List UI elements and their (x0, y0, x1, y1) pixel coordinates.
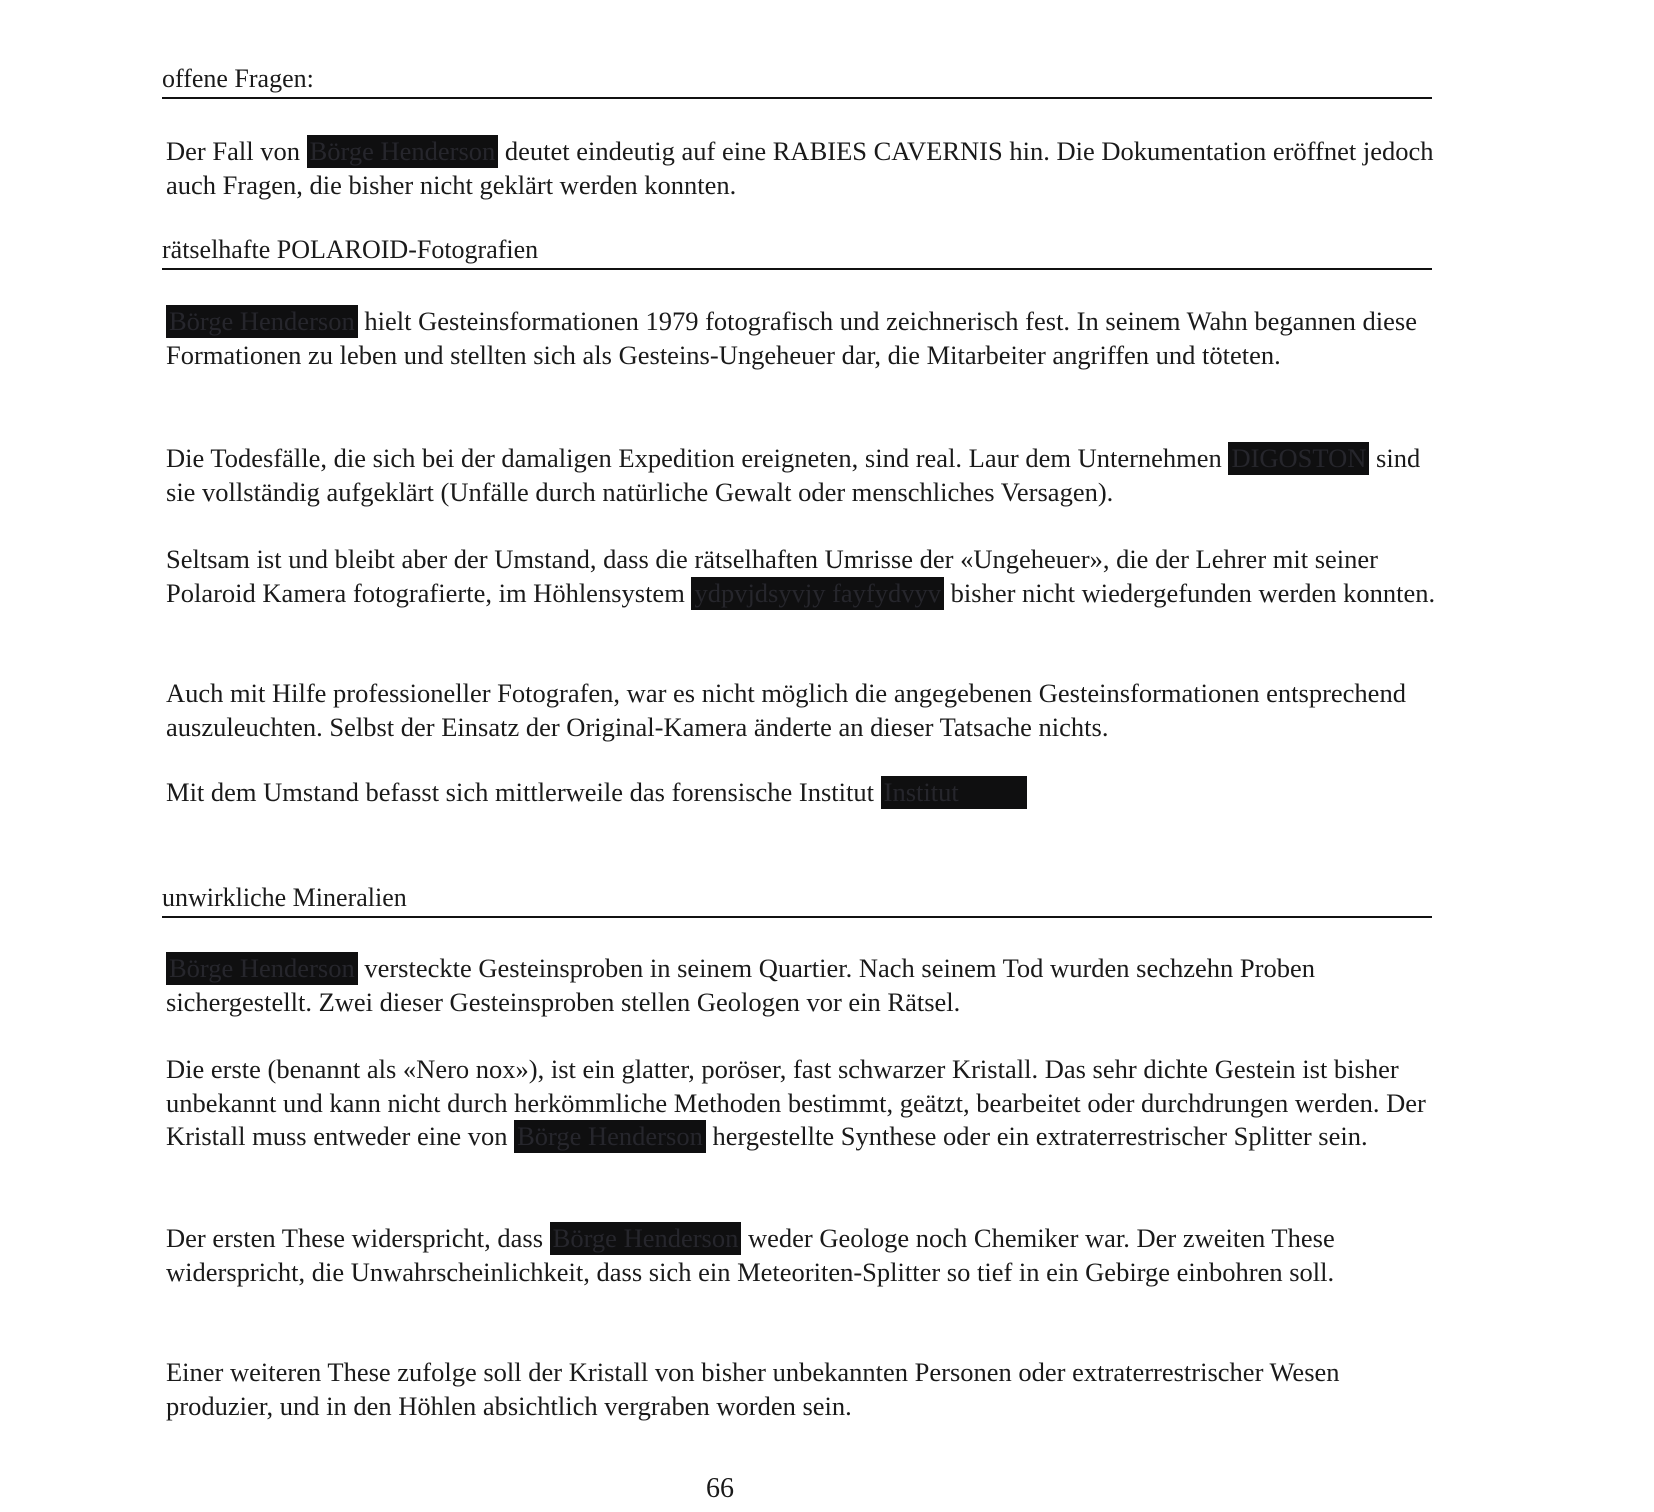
text-segment: sind sie vollständig aufgeklärt (Unfälle durch natürliche Gewalt oder menschliches Versagen). (166, 443, 1421, 507)
paragraph-minerals-2 (166, 1053, 1446, 1154)
paragraph-minerals-3 (166, 1222, 1446, 1289)
text-segment: Der Fall von (166, 136, 300, 166)
text-segment: weder Geologe noch Chemiker war. Der zweiten These widerspricht, die Unwahrscheinlichkeit, dass sich ein Meteoriten-Splitter so tief in ein Gebirge einbohren soll. (166, 1223, 1335, 1287)
paragraph-minerals-4: Einer weiteren These zufolge soll der Kristall von bisher unbekannten Personen oder extraterrestrischer Wesen produzier, und in den Höhlen absichtlich vergraben worden sein. (166, 1357, 1340, 1421)
text-segment: bisher nicht wiedergefunden werden konnten. (950, 577, 1436, 608)
text-segment: Die Todesfälle, die sich bei der damaligen Expedition ereigneten, sind real. Laur dem Unternehmen (166, 443, 1222, 473)
redaction-box: Institut (881, 776, 1027, 809)
page-number: 66 (706, 1473, 734, 1504)
paragraph-minerals-1 (166, 952, 1446, 1019)
heading-open-questions: offene Fragen: (162, 64, 1432, 99)
paragraph-polaroid-1 (166, 305, 1446, 372)
text-segment: Mit dem Umstand befasst sich mittlerweile das forensische Institut (166, 777, 874, 807)
text-segment: hielt Gesteinsformationen 1979 fotografisch und zeichnerisch fest. In seinem Wahn begannen diese Formationen zu leben und stellten sich als Gesteins-Ungeheuer dar, die Mitarbeiter angriffen und töteten. (166, 306, 1417, 370)
text-segment: versteckte Gesteinsproben in seinem Quartier. Nach seinem Tod wurden sechzehn Proben sichergestellt. Zwei dieser Gesteinsproben stellen Geologen vor ein Rätsel. (166, 953, 1315, 1017)
redaction-box: Börge Henderson (166, 952, 358, 985)
text-segment: hergestellte Synthese oder ein extraterrestrischer Splitter sein. (712, 1121, 1368, 1151)
redaction-box: DIGOSTON (1228, 442, 1369, 475)
redaction-box: Börge Henderson (514, 1120, 706, 1153)
paragraph-polaroid-5 (166, 776, 1446, 810)
paragraph-polaroid-4: Auch mit Hilfe professioneller Fotografen, war es nicht möglich die angegebenen Gesteinsformationen entsprechend auszuleuchten. Selbst der Einsatz der Original-Kamera änderte an dieser Tatsache nichts. (166, 678, 1406, 742)
redaction-box: Börge Henderson (307, 135, 499, 168)
text-segment: Die erste (benannt als «Nero nox»), ist ein glatter, poröser, fast schwarzer Kristall. Das sehr dichte Gestein ist bisher unbekannt und kann nicht durch herkömmliche Methoden bestimmt, geätzt, bearbeitet oder durchdrungen werden. Der Kristall muss entweder eine von (166, 1054, 1426, 1151)
paragraph-open-questions-intro (166, 135, 1446, 202)
redaction-box: ydpvjdsyvjy fayfydvyv (691, 577, 944, 610)
text-segment: Seltsam ist und bleibt aber der Umstand, dass die rätselhaften Umrisse der «Ungeheuer», die der Lehrer mit seiner Polaroid Kamera fotografierte, im Höhlensystem (166, 544, 1378, 608)
paragraph-polaroid-3 (166, 543, 1446, 610)
redaction-box: Börge Henderson (550, 1222, 742, 1255)
paragraph-polaroid-2 (166, 442, 1446, 509)
redaction-box: Börge Henderson (166, 305, 358, 338)
heading-minerals: unwirkliche Mineralien (162, 883, 1432, 918)
text-segment: Der ersten These widerspricht, dass (166, 1223, 544, 1253)
text-segment: deutet eindeutig auf eine RABIES CAVERNIS hin. Die Dokumentation eröffnet jedoch auch Fragen, die bisher nicht geklärt werden konnten. (166, 136, 1434, 200)
heading-polaroid: rätselhafte POLAROID-Fotografien (162, 235, 1432, 270)
